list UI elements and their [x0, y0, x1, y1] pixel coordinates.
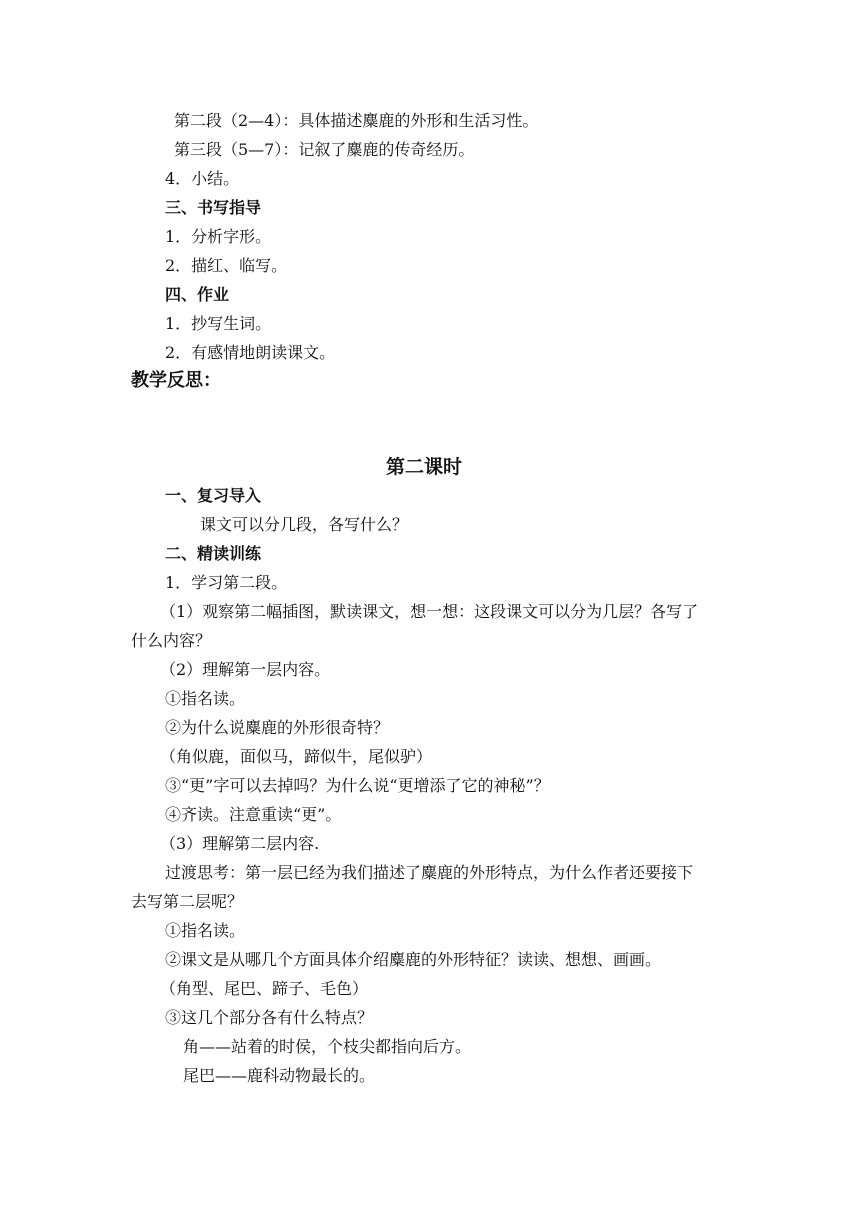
- segment-3-text: 第三段（5—7）：记叙了麋鹿的传奇经历。: [174, 140, 475, 159]
- question-3-c: ③这几个部分各有什么特点？: [165, 1008, 374, 1027]
- study-item: 1．学习第二段。: [165, 573, 288, 592]
- question-2: （2）理解第一层内容。: [160, 660, 331, 679]
- feature-tail: 尾巴——鹿科动物最长的。: [183, 1066, 376, 1085]
- section-4-heading: 四、作业: [165, 285, 230, 304]
- summary-item: 4．小结。: [165, 169, 240, 188]
- question-2-d: ④齐读。注意重读“更”。: [165, 805, 342, 824]
- question-3-b: ②课文是从哪几个方面具体介绍麋鹿的外形特征？读读、想想、画画。: [165, 950, 662, 969]
- segment-2-text: 第二段（2—4）：具体描述麋鹿的外形和生活习性。: [174, 111, 539, 130]
- feature-horn: 角——站着的时侯，个枝尖都指向后方。: [183, 1037, 472, 1056]
- transition-line-2: 去写第二层呢？: [131, 892, 244, 911]
- section-4-item-2: 2．有感情地朗读课文。: [165, 343, 336, 362]
- question-2-c: ③“更”字可以去掉吗？为什么说“更增添了它的神秘”？: [165, 776, 550, 795]
- section-3-item-2: 2．描红、临写。: [165, 256, 288, 275]
- intensive-reading-heading: 二、精读训练: [165, 544, 262, 563]
- lesson-title: 第二课时: [386, 456, 463, 478]
- question-2-b: ②为什么说麋鹿的外形很奇特？: [165, 718, 390, 737]
- question-2-a: ①指名读。: [165, 689, 246, 708]
- review-question: 课文可以分几段，各写什么？: [200, 515, 409, 534]
- teaching-reflection-label: 教学反思：: [131, 370, 221, 391]
- section-4-item-1: 1．抄写生词。: [165, 314, 272, 333]
- review-heading: 一、复习导入: [165, 486, 262, 505]
- question-3: （3）理解第二层内容.: [160, 834, 320, 853]
- question-2-b-answer: （角似鹿，面似马，蹄似牛，尾似驴）: [160, 747, 433, 766]
- question-3-b-answer: （角型、尾巴、蹄子、毛色）: [160, 979, 369, 998]
- question-3-a: ①指名读。: [165, 921, 246, 940]
- section-3-heading: 三、书写指导: [165, 198, 262, 217]
- section-3-item-1: 1．分析字形。: [165, 227, 272, 246]
- question-1-line-1: （1）观察第二幅插图，默读课文，想一想：这段课文可以分为几层？各写了: [160, 602, 699, 621]
- question-1-line-2: 什么内容？: [131, 631, 212, 650]
- transition-line-1: 过渡思考：第一层已经为我们描述了麋鹿的外形特点，为什么作者还要接下: [165, 863, 694, 882]
